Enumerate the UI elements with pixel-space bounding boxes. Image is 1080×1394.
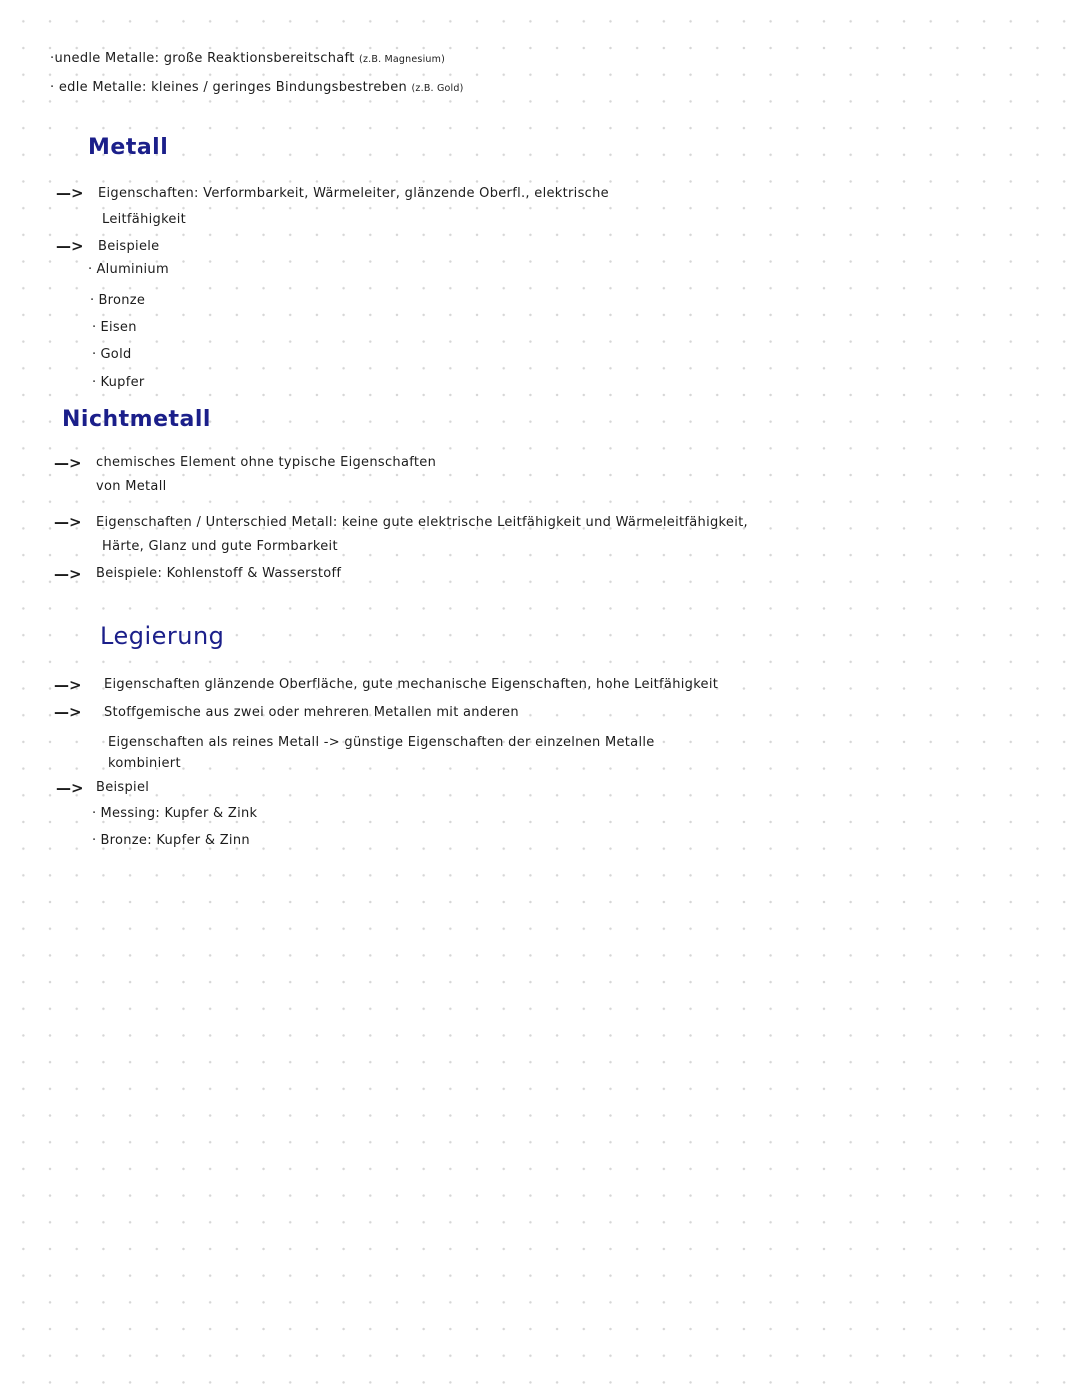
intro-note: (z.B. Gold) — [411, 83, 464, 94]
legierung-properties: Eigenschaften glänzende Oberfläche, gute mechanische Eigenschaften, hohe Leitfähigkeit — [104, 677, 719, 692]
intro-text: edle Metalle: kleines / geringes Bindungsbestreben — [58, 80, 408, 95]
legierung-mix-line2: Eigenschaften als reines Metall -> günstige Eigenschaften der einzelnen Metalle — [108, 735, 655, 750]
example-text: Bronze — [98, 293, 146, 308]
metall-example-item — [88, 261, 169, 279]
bullet: · — [92, 806, 97, 821]
metall-example-item — [92, 346, 132, 364]
metall-example-item — [92, 319, 137, 337]
intro-line-edle — [50, 79, 464, 98]
arrow-icon: —> — [54, 565, 82, 583]
metall-properties-line1: Eigenschaften: Verformbarkeit, Wärmeleiter, glänzende Oberfl., elektrische — [98, 186, 609, 201]
legierung-example-label: Beispiel — [96, 780, 150, 795]
intro-text: unedle Metalle: große Reaktionsbereitschaft — [54, 51, 355, 66]
nichtmetall-def-line2: von Metall — [96, 479, 167, 494]
metall-example-item — [92, 374, 145, 392]
metall-example-item — [90, 292, 145, 310]
nichtmetall-diff-line2: Härte, Glanz und gute Formbarkeit — [102, 539, 338, 554]
legierung-mix-line3: kombiniert — [108, 756, 181, 771]
metall-examples-label: Beispiele — [98, 239, 160, 254]
arrow-icon: —> — [56, 184, 84, 202]
example-text: Aluminium — [96, 262, 169, 277]
example-text: Eisen — [100, 320, 137, 335]
intro-note: (z.B. Magnesium) — [359, 54, 446, 65]
arrow-icon: —> — [56, 237, 84, 255]
example-text: Kupfer — [100, 375, 145, 390]
legierung-mix-line1: Stoffgemische aus zwei oder mehreren Metallen mit anderen — [104, 705, 519, 720]
bullet: · — [88, 262, 93, 277]
heading-metall: Metall — [88, 135, 169, 160]
arrow-icon: —> — [54, 703, 82, 721]
bullet: · — [92, 375, 97, 390]
bullet: · — [92, 833, 97, 848]
legierung-example-item — [92, 832, 250, 850]
bullet: · — [50, 51, 55, 66]
bullet: · — [92, 347, 97, 362]
bullet: · — [50, 80, 55, 95]
arrow-icon: —> — [54, 454, 82, 472]
legierung-example-item — [92, 805, 257, 823]
nichtmetall-diff-line1: Eigenschaften / Unterschied Metall: keine gute elektrische Leitfähigkeit und Wärmeleitfähigkeit, — [96, 515, 748, 530]
bullet: · — [92, 320, 97, 335]
bullet: · — [90, 293, 95, 308]
heading-nichtmetall: Nichtmetall — [62, 407, 211, 432]
example-text: Bronze: Kupfer & Zinn — [100, 833, 250, 848]
example-text: Messing: Kupfer & Zink — [100, 806, 258, 821]
nichtmetall-examples: Beispiele: Kohlenstoff & Wasserstoff — [96, 566, 342, 581]
metall-properties-line2: Leitfähigkeit — [102, 212, 187, 227]
nichtmetall-def-line1: chemisches Element ohne typische Eigenschaften — [96, 455, 437, 470]
intro-line-unedle — [50, 50, 445, 69]
arrow-icon: —> — [54, 513, 82, 531]
arrow-icon: —> — [54, 676, 82, 694]
example-text: Gold — [100, 347, 132, 362]
heading-legierung: Legierung — [100, 622, 225, 650]
arrow-icon: —> — [56, 779, 84, 797]
